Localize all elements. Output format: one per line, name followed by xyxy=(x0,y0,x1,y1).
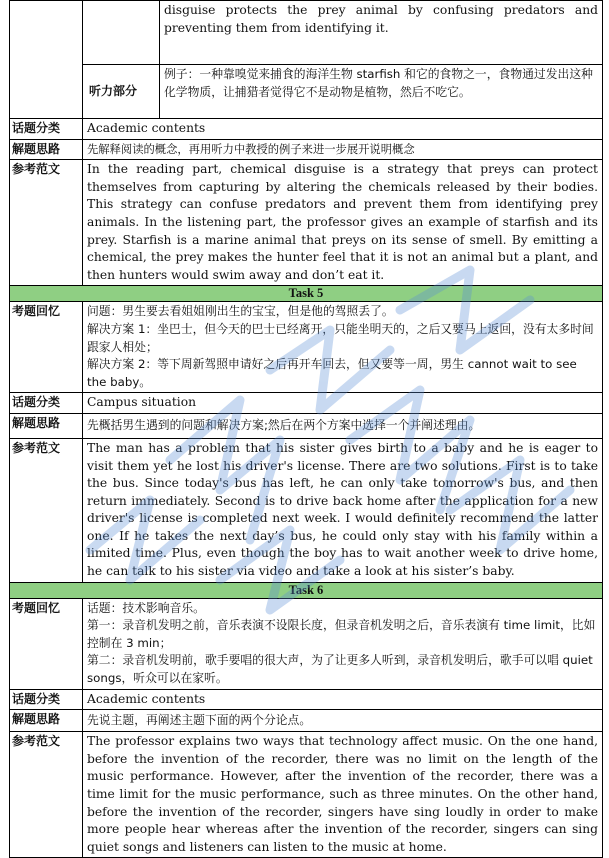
top-sample-row xyxy=(10,160,603,286)
top-category-row xyxy=(10,119,603,140)
task5-recall-line: 问题：男生要去看姐姐刚出生的宝宝，但是他的驾照丢了。 xyxy=(87,304,394,319)
task6-recall-line: 第一：录音机发明之前，音乐表演不设限长度，但录音机发明之后，音乐表演有 time limit，比如控制在 3 min； xyxy=(87,618,596,650)
task6-category-value: Academic contents xyxy=(83,689,603,710)
task5-category-value: Campus situation xyxy=(83,393,603,414)
top-sample-text: In the reading part, chemical disguise is a strategy that preys can protect themselves from capturing by altering the chemicals released by their bodies. This strategy can confuse predators and prevent them from identifying prey animals. In the listening part, the professor gives an example of starfish and its prey. Starfish is a marine animal that preys on its sense of smell. By emitting a chemical, the prey makes the hunter feel that it is not an animal but a plant, and then hunters would swim away and don’t eat it. xyxy=(83,160,603,286)
task5-title: Task 5 xyxy=(10,286,603,302)
task5-recall-row xyxy=(10,302,603,393)
task5-recall-line: 解决方案 2：等下周新驾照申请好之后再开车回去，但又要等一周，男生 cannot wait to see the baby。 xyxy=(87,357,577,389)
task5-sample-text: The man has a problem that his sister gives birth to a baby and he is eager to visit them yet he lost his driver's license. There are two solutions. First is to take the bus. Since today's bus has left, he can only take tomorrow's bus, and then return immediately. Second is to drive back home after the application for a new driver's license is completed next week. I would definitely recommend the latter one. If he takes the next day’s bus, he could only stay with his family within a limited time. Plus, even though the boy has to wait another week to drive home, he can talk to his sister via video and take a look at his sister’s baby. xyxy=(83,438,603,582)
task5-approach-label: 解题思路 xyxy=(10,413,83,438)
blank-sub-label-cell xyxy=(83,1,160,65)
reading-continuation-row xyxy=(10,1,603,65)
task6-recall-line: 第二：录音机发明前，歌手要唱的很大声，为了让更多人听到，录音机发明后，歌手可以唱 quiet songs，听众可以在家听。 xyxy=(87,653,593,686)
listening-text: 例子：一种靠嗅觉来捕食的海洋生物 starfish 和它的食物之一，食物通过发出这种化学物质，让捕猎者觉得它不是动物是植物，然后不吃它。 xyxy=(160,65,603,119)
task6-category-row xyxy=(10,689,603,710)
essay-table xyxy=(9,0,603,858)
task6-sample-label: 参考范文 xyxy=(10,732,83,858)
task5-header-row xyxy=(10,286,603,302)
task5-category-row xyxy=(10,393,603,414)
top-category-value: Academic contents xyxy=(83,119,603,140)
task6-header-row xyxy=(10,582,603,598)
task5-sample-row xyxy=(10,438,603,582)
task5-category-label: 话题分类 xyxy=(10,393,83,414)
task6-recall-cell xyxy=(83,598,603,689)
task5-approach-value: 先概括男生遇到的问题和解决方案;然后在两个方案中选择一个并阐述理由。 xyxy=(83,413,603,438)
task6-category-label: 话题分类 xyxy=(10,689,83,710)
blank-label-cell xyxy=(10,1,83,119)
reading-continuation-text: disguise protects the prey animal by confusing predators and preventing them from identifying it. xyxy=(160,1,603,65)
task6-sample-text: The professor explains two ways that technology affect music. On the one hand, before the invention of the recorder, there was no limit on the length of the music performance. However, after the invention of the recorder, there was a time limit for the music performance, such as three minutes. On the other hand, before the invention of the recorder, singers have sing loudly in order to make more people hear whereas after the invention of the recorder, singers can sing quiet songs and listeners can listen to the music at home. xyxy=(83,732,603,858)
task6-recall-label: 考题回忆 xyxy=(10,598,83,689)
task5-sample-label: 参考范文 xyxy=(10,438,83,582)
task6-sample-row xyxy=(10,732,603,858)
top-approach-value: 先解释阅读的概念，再用听力中教授的例子来进一步展开说明概念 xyxy=(83,139,603,160)
top-sample-label: 参考范文 xyxy=(10,160,83,286)
task5-recall-label: 考题回忆 xyxy=(10,302,83,393)
task5-approach-row xyxy=(10,413,603,438)
task5-recall-cell xyxy=(83,302,603,393)
task5-recall-line: 解决方案 1：坐巴士，但今天的巴士已经离开，只能坐明天的，之后又要马上返回，没有太多时间跟家人相处； xyxy=(87,321,594,354)
task6-approach-label: 解题思路 xyxy=(10,710,83,732)
task6-recall-line: 话题：技术影响音乐。 xyxy=(87,600,205,615)
listening-row xyxy=(10,65,603,119)
task6-approach-value: 先说主题，再阐述主题下面的两个分论点。 xyxy=(83,710,603,732)
top-approach-label: 解题思路 xyxy=(10,139,83,160)
top-approach-row xyxy=(10,139,603,160)
task6-title: Task 6 xyxy=(10,582,603,598)
top-category-label: 话题分类 xyxy=(10,119,83,140)
task6-recall-row xyxy=(10,598,603,689)
listening-label: 听力部分 xyxy=(83,65,160,119)
task6-approach-row xyxy=(10,710,603,732)
